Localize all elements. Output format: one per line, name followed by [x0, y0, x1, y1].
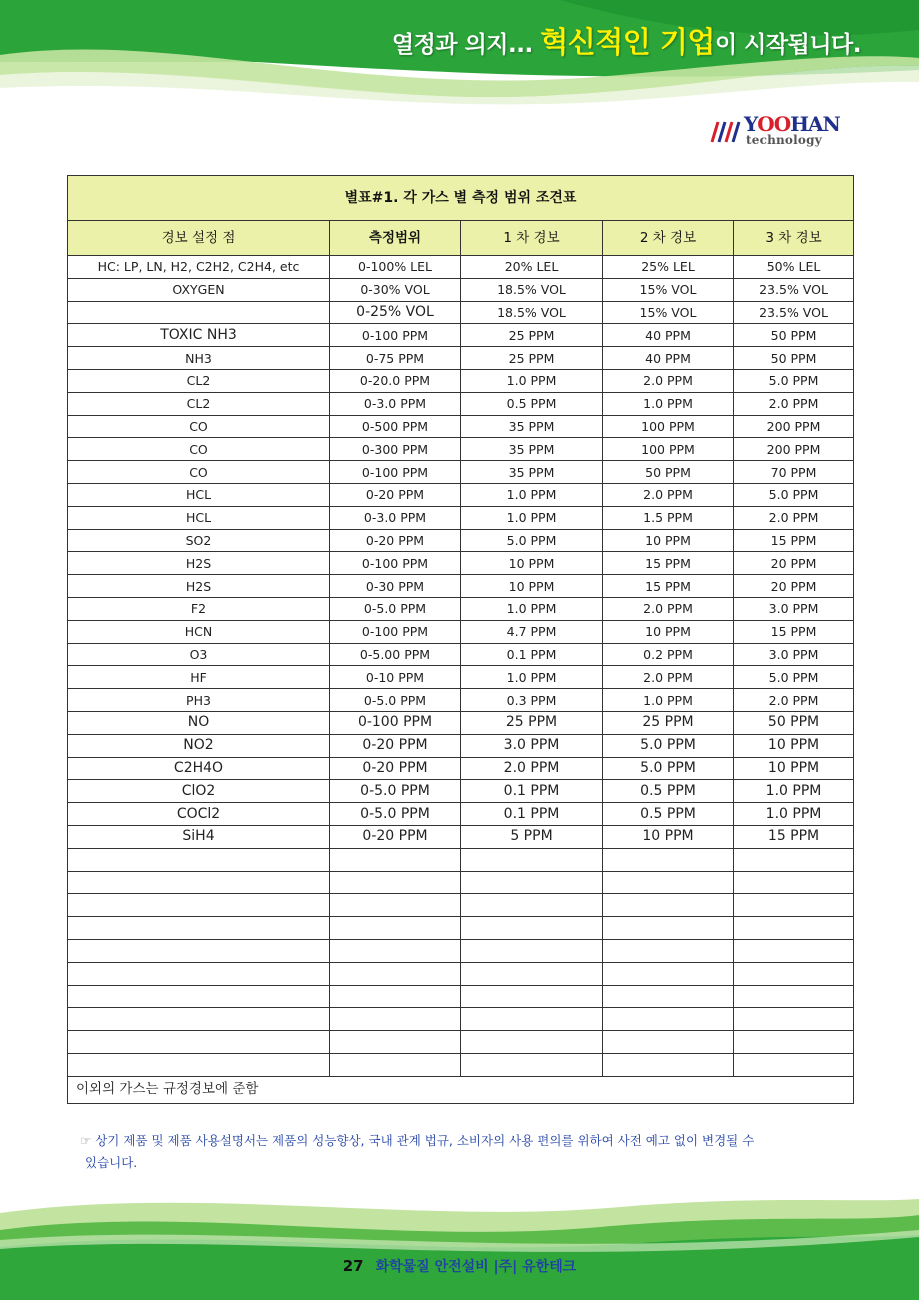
table-cell: 0-20 PPM [330, 483, 461, 506]
table-cell: 100 PPM [603, 438, 734, 461]
table-cell: 10 PPM [461, 575, 603, 598]
table-cell: 2.0 PPM [603, 597, 734, 620]
table-cell: 35 PPM [461, 415, 603, 438]
table-cell: 3.0 PPM [734, 643, 854, 666]
table-cell [603, 1031, 734, 1054]
logo-subtitle: technology [746, 133, 822, 147]
logo-wordmark: YOOHAN [744, 112, 840, 136]
table-cell: 0-30% VOL [330, 278, 461, 301]
table-title-row [68, 176, 854, 221]
table-cell [603, 1008, 734, 1031]
table-cell [734, 939, 854, 962]
table-cell [603, 917, 734, 940]
table-cell: COCl2 [68, 803, 330, 826]
table-cell: 0.5 PPM [461, 392, 603, 415]
table-cell [603, 894, 734, 917]
table-cell: 1.0 PPM [734, 780, 854, 803]
disclaimer-line2: 있습니다. [85, 1155, 138, 1170]
table-cell [734, 1031, 854, 1054]
table-cell [461, 848, 603, 871]
table-cell: 0-5.0 PPM [330, 689, 461, 712]
table-cell [68, 985, 330, 1008]
table-row [68, 917, 854, 940]
table-cell: 15 PPM [734, 620, 854, 643]
table-cell [330, 894, 461, 917]
table-cell: 0-20.0 PPM [330, 369, 461, 392]
table-cell: 40 PPM [603, 347, 734, 370]
table-cell: 0-500 PPM [330, 415, 461, 438]
table-cell: 3.0 PPM [734, 597, 854, 620]
table-cell: 20 PPM [734, 552, 854, 575]
table-cell [330, 1053, 461, 1076]
table-cell: 23.5% VOL [734, 301, 854, 324]
table-cell [603, 1053, 734, 1076]
table-cell [734, 894, 854, 917]
table-row [68, 392, 854, 415]
table-header-row [68, 221, 854, 256]
table-row [68, 825, 854, 848]
table-row [68, 369, 854, 392]
table-cell: 0-20 PPM [330, 734, 461, 757]
table-cell [461, 962, 603, 985]
table-cell: 0-5.00 PPM [330, 643, 461, 666]
table-cell: CO [68, 438, 330, 461]
table-cell: 10 PPM [734, 757, 854, 780]
table-cell: 25 PPM [461, 324, 603, 347]
table-cell: 2.0 PPM [734, 392, 854, 415]
table-cell: 5.0 PPM [461, 529, 603, 552]
table-cell: 2.0 PPM [734, 506, 854, 529]
table-cell [330, 1031, 461, 1054]
table-cell: 0-3.0 PPM [330, 392, 461, 415]
table-cell: 4.7 PPM [461, 620, 603, 643]
table-cell [603, 962, 734, 985]
table-cell: 2.0 PPM [603, 666, 734, 689]
table-cell: 50 PPM [603, 461, 734, 484]
table-cell: H2S [68, 575, 330, 598]
column-header: 3 차 경보 [734, 221, 854, 256]
header-band [0, 0, 919, 110]
table-cell: 5 PPM [461, 825, 603, 848]
table-cell: 35 PPM [461, 438, 603, 461]
table-cell: CL2 [68, 392, 330, 415]
table-cell [734, 848, 854, 871]
footer-text [0, 1256, 919, 1276]
footer-wave-graphic [0, 1185, 919, 1300]
table-cell [461, 985, 603, 1008]
table-cell: 0-30 PPM [330, 575, 461, 598]
slogan-part2: 이 시작됩니다. [714, 32, 861, 58]
column-header: 2 차 경보 [603, 221, 734, 256]
table-cell: 15 PPM [734, 529, 854, 552]
table-cell: 15% VOL [603, 278, 734, 301]
table-cell [461, 1053, 603, 1076]
table-cell: 0-100 PPM [330, 711, 461, 734]
table-cell: 0-20 PPM [330, 825, 461, 848]
table-row [68, 803, 854, 826]
table-cell: F2 [68, 597, 330, 620]
table-cell: 0-5.0 PPM [330, 803, 461, 826]
table-cell [68, 917, 330, 940]
gas-range-table [67, 175, 854, 1104]
table-cell: 0.1 PPM [461, 803, 603, 826]
table-cell [461, 1008, 603, 1031]
table-cell: 20 PPM [734, 575, 854, 598]
table-row [68, 529, 854, 552]
table-cell: 25 PPM [603, 711, 734, 734]
table-cell: 15 PPM [734, 825, 854, 848]
table-cell: 1.0 PPM [734, 803, 854, 826]
table-cell: 1.0 PPM [461, 483, 603, 506]
table-row [68, 620, 854, 643]
table-cell: 3.0 PPM [461, 734, 603, 757]
table-cell [734, 985, 854, 1008]
table-cell: 50 PPM [734, 711, 854, 734]
table-cell [68, 871, 330, 894]
table-cell: 5.0 PPM [734, 369, 854, 392]
table-row [68, 1053, 854, 1076]
table-cell [68, 1053, 330, 1076]
table-cell [330, 962, 461, 985]
table-cell [68, 962, 330, 985]
table-row [68, 415, 854, 438]
table-row [68, 985, 854, 1008]
table-cell [734, 917, 854, 940]
table-cell: 100 PPM [603, 415, 734, 438]
table-cell [68, 301, 330, 324]
table-cell [68, 848, 330, 871]
table-row [68, 689, 854, 712]
table-cell: 25 PPM [461, 347, 603, 370]
table-cell: NH3 [68, 347, 330, 370]
table-cell: 18.5% VOL [461, 301, 603, 324]
table-cell: NO2 [68, 734, 330, 757]
table-cell: 0-300 PPM [330, 438, 461, 461]
table-cell [330, 939, 461, 962]
table-cell: 23.5% VOL [734, 278, 854, 301]
table-cell: 0.1 PPM [461, 643, 603, 666]
table-cell: 70 PPM [734, 461, 854, 484]
table-cell: 200 PPM [734, 415, 854, 438]
table-row [68, 1031, 854, 1054]
table-cell [330, 985, 461, 1008]
table-cell: 0.5 PPM [603, 803, 734, 826]
table-footer-note: 이외의 가스는 규정경보에 준함 [68, 1076, 854, 1103]
footer-company: 화학물질 안전설비 |주| 유한테크 [375, 1259, 577, 1275]
table-cell: 15% VOL [603, 301, 734, 324]
table-cell [68, 1008, 330, 1031]
table-cell: O3 [68, 643, 330, 666]
column-header: 1 차 경보 [461, 221, 603, 256]
table-cell: 10 PPM [734, 734, 854, 757]
table-row [68, 438, 854, 461]
table-row [68, 962, 854, 985]
table-cell: NO [68, 711, 330, 734]
table-cell [330, 848, 461, 871]
table-row [68, 552, 854, 575]
table-cell: 1.0 PPM [461, 597, 603, 620]
table-row [68, 666, 854, 689]
table-cell: CO [68, 461, 330, 484]
table-cell: ClO2 [68, 780, 330, 803]
table-cell: HCL [68, 506, 330, 529]
table-cell: 5.0 PPM [734, 666, 854, 689]
table-cell: 1.0 PPM [461, 506, 603, 529]
table-cell [461, 939, 603, 962]
table-row [68, 301, 854, 324]
column-header: 경보 설정 점 [68, 221, 330, 256]
table-cell: 200 PPM [734, 438, 854, 461]
page-number: 27 [342, 1257, 364, 1275]
table-row [68, 256, 854, 279]
table-cell: 18.5% VOL [461, 278, 603, 301]
table-cell [461, 1031, 603, 1054]
table-cell: 5.0 PPM [603, 734, 734, 757]
table-row [68, 848, 854, 871]
table-cell [330, 1008, 461, 1031]
table-cell: HCN [68, 620, 330, 643]
table-cell: 1.0 PPM [461, 666, 603, 689]
pointing-hand-icon: ☞ [80, 1133, 92, 1148]
table-cell: 5.0 PPM [734, 483, 854, 506]
table-cell [68, 1031, 330, 1054]
table-row [68, 1008, 854, 1031]
table-row [68, 734, 854, 757]
table-cell: 0-20 PPM [330, 529, 461, 552]
table-cell: 0-100% LEL [330, 256, 461, 279]
table-cell: 0-3.0 PPM [330, 506, 461, 529]
table-cell [603, 848, 734, 871]
table-cell [734, 962, 854, 985]
table-cell: 10 PPM [603, 620, 734, 643]
table-cell: 0-10 PPM [330, 666, 461, 689]
table-cell: 50% LEL [734, 256, 854, 279]
table-row [68, 506, 854, 529]
table-cell: PH3 [68, 689, 330, 712]
table-cell: SiH4 [68, 825, 330, 848]
table-row [68, 871, 854, 894]
table-cell: 25 PPM [461, 711, 603, 734]
table-cell [734, 1053, 854, 1076]
table-cell: HCL [68, 483, 330, 506]
table-cell: CL2 [68, 369, 330, 392]
table-cell [461, 894, 603, 917]
slogan-part1: 열정과 의지... [391, 32, 533, 58]
table-cell: 0-100 PPM [330, 552, 461, 575]
table-cell: 40 PPM [603, 324, 734, 347]
table-cell: HC: LP, LN, H2, C2H2, C2H4, etc [68, 256, 330, 279]
table-cell: 2.0 PPM [603, 369, 734, 392]
table-cell: 2.0 PPM [603, 483, 734, 506]
table-footer-row [68, 1076, 854, 1103]
table-cell [461, 917, 603, 940]
table-cell [461, 871, 603, 894]
table-cell: 15 PPM [603, 575, 734, 598]
company-logo [708, 112, 858, 152]
table-cell: 0.1 PPM [461, 780, 603, 803]
table-title: 별표#1. 각 가스 별 측정 범위 조견표 [68, 176, 854, 221]
table-cell [603, 985, 734, 1008]
column-header: 측정범위 [330, 221, 461, 256]
table-cell: 2.0 PPM [734, 689, 854, 712]
table-row [68, 461, 854, 484]
table-cell: 25% LEL [603, 256, 734, 279]
table-cell [603, 871, 734, 894]
table-row [68, 780, 854, 803]
table-cell: 0.5 PPM [603, 780, 734, 803]
table-row [68, 643, 854, 666]
table-cell: SO2 [68, 529, 330, 552]
table-row [68, 278, 854, 301]
table-cell [330, 871, 461, 894]
table-cell: 15 PPM [603, 552, 734, 575]
table-row [68, 757, 854, 780]
table-cell: 0.2 PPM [603, 643, 734, 666]
table-cell: 0-75 PPM [330, 347, 461, 370]
table-cell: C2H4O [68, 757, 330, 780]
table-cell: 1.5 PPM [603, 506, 734, 529]
table-cell [68, 894, 330, 917]
table-cell: 0-100 PPM [330, 324, 461, 347]
footer-band [0, 1185, 919, 1300]
table-cell: 0-5.0 PPM [330, 780, 461, 803]
table-row [68, 711, 854, 734]
table-row [68, 575, 854, 598]
table-cell: 50 PPM [734, 347, 854, 370]
table-cell: 1.0 PPM [603, 392, 734, 415]
table-cell: 0-100 PPM [330, 620, 461, 643]
table-cell: 0-5.0 PPM [330, 597, 461, 620]
table-row [68, 347, 854, 370]
table-cell: 0-25% VOL [330, 301, 461, 324]
table-cell: 5.0 PPM [603, 757, 734, 780]
table-cell: 0-20 PPM [330, 757, 461, 780]
table-cell: 1.0 PPM [603, 689, 734, 712]
table-cell [603, 939, 734, 962]
table-cell: 10 PPM [603, 529, 734, 552]
table-cell: 10 PPM [603, 825, 734, 848]
table-row [68, 597, 854, 620]
table-body [68, 256, 854, 1077]
slogan-highlight: 혁신적인 기업 [540, 25, 715, 59]
table-cell: 0-100 PPM [330, 461, 461, 484]
disclaimer-note [80, 1130, 852, 1174]
table-cell: 10 PPM [461, 552, 603, 575]
table-cell: 35 PPM [461, 461, 603, 484]
table-cell: 1.0 PPM [461, 369, 603, 392]
table-cell: HF [68, 666, 330, 689]
table-cell [68, 939, 330, 962]
table-row [68, 483, 854, 506]
logo-stripes-icon [708, 118, 742, 144]
table-cell: 20% LEL [461, 256, 603, 279]
table-cell: OXYGEN [68, 278, 330, 301]
table-row [68, 894, 854, 917]
table-cell: 0.3 PPM [461, 689, 603, 712]
table-cell: 2.0 PPM [461, 757, 603, 780]
table-row [68, 939, 854, 962]
table-cell [734, 871, 854, 894]
table-cell: 50 PPM [734, 324, 854, 347]
table-cell: H2S [68, 552, 330, 575]
table-cell [330, 917, 461, 940]
header-slogan [392, 20, 861, 61]
table-row [68, 324, 854, 347]
table-cell: CO [68, 415, 330, 438]
table-cell [734, 1008, 854, 1031]
disclaimer-line1: 상기 제품 및 제품 사용설명서는 제품의 성능향상, 국내 관계 법규, 소비자의 사용 편의를 위하여 사전 예고 없이 변경될 수 [95, 1133, 755, 1148]
table-cell: TOXIC NH3 [68, 324, 330, 347]
